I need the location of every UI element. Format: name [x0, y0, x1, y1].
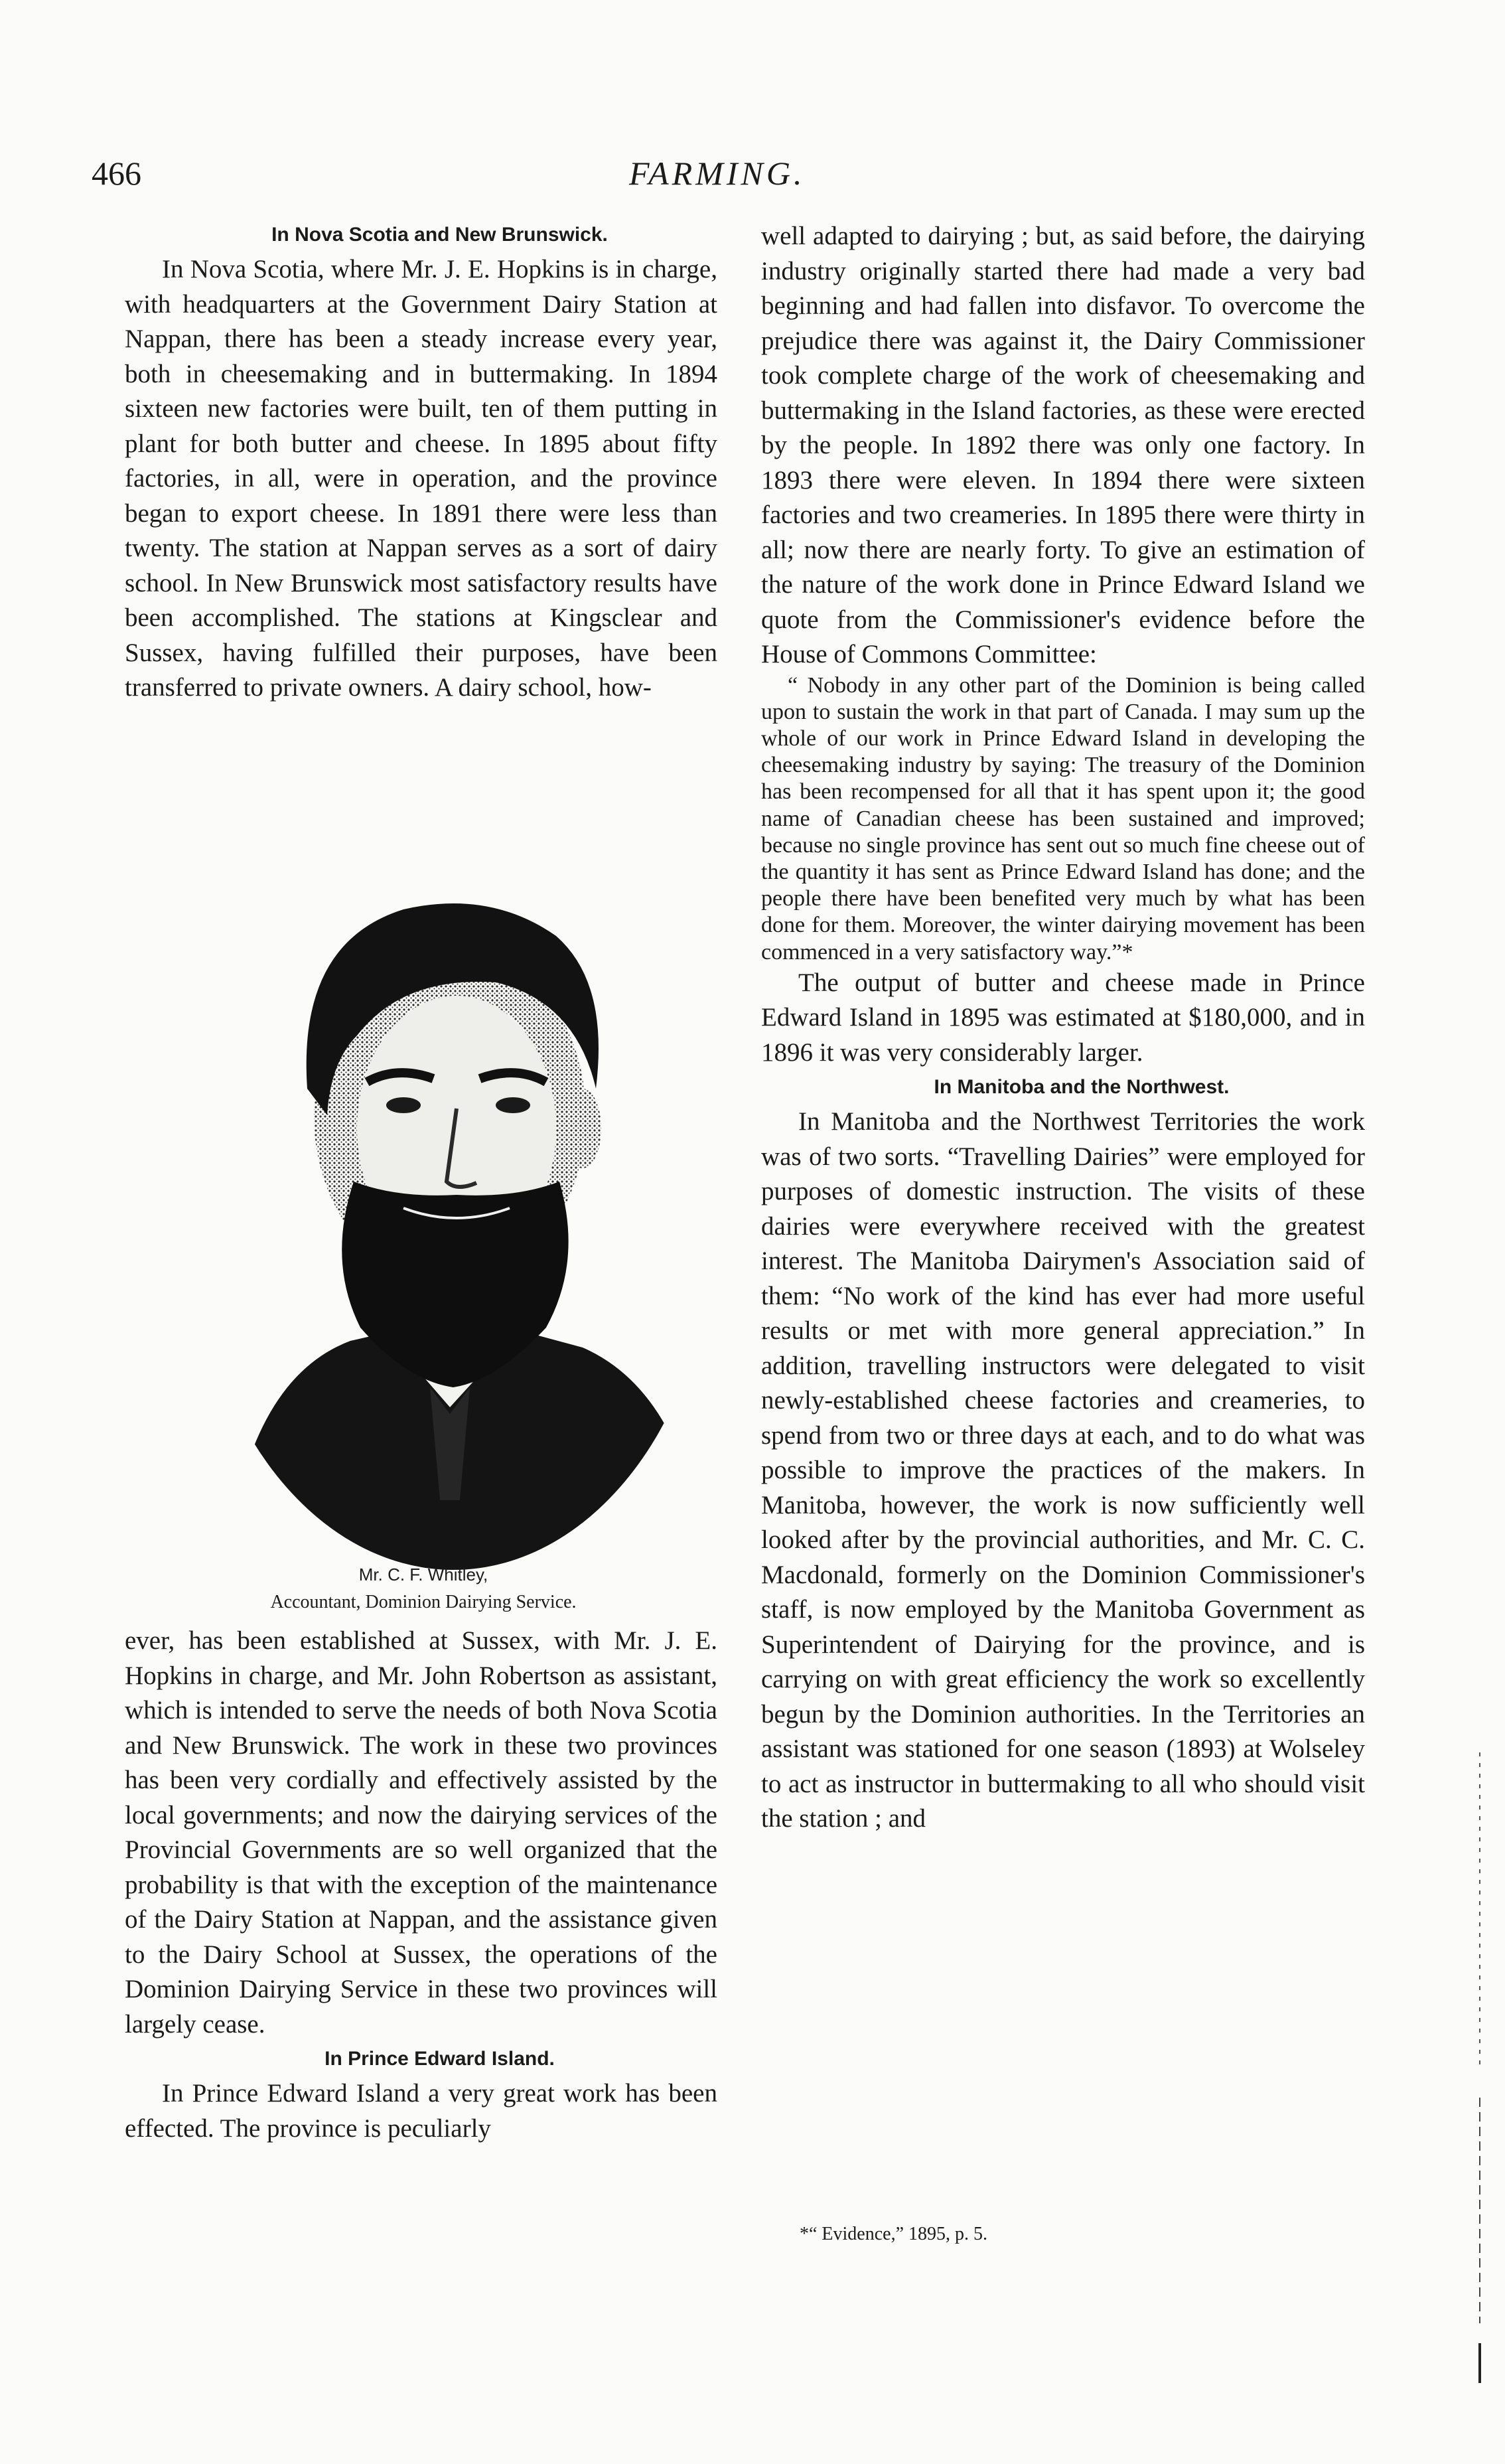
portrait-caption-role: Accountant, Dominion Dairying Service.: [270, 1592, 577, 1612]
commissioner-quote: “ Nobody in any other part of the Dominion is being called upon to sustain the work in that part of Canada. I may sum up the whole of our work in Prince Edward Island in developing the cheesemaking industry by saying: The treasury of the Dominion has been recompensed for all that it has spent upon it; the good name of Canadian cheese has been sustained and improved; because no single province has sent out so much fine cheese out of the quantity it has sent as Prince Edward Island has done; and the people there have been benefited very much by what has been done for them. Moreover, the winter dairying movement has been commenced in a very satisfactory way.”*: [761, 672, 1365, 964]
footnote: *“ Evidence,” 1895, p. 5.: [800, 2224, 988, 2244]
paragraph-sussex-school: ever, has been established at Sussex, with Mr. J. E. Hopkins in charge, and Mr. John Robertson as assistant, which is intended to serve the needs of both Nova Scotia and New Brunswick. The work in these two provinces has been very cordially and effectively assisted by the local governments; and now the dairying services of the Provincial Governments are so well organized that the probability is that with the exception of the maintenance of the Dairy Station at Nappan, and the assistance given to the Dairy School at Sussex, the operations of the Dominion Dairying Service in these two provinces will largely cease.: [125, 1626, 717, 2039]
left-column-top: [125, 218, 717, 706]
paragraph-pei-dairying: well adapted to dairying ; but, as said before, the dairying industry originally started there had made a very bad beginning and had fallen into disfavor. To overcome the prejudice there was against it, the Dairy Commissioner took complete charge of the work of cheesemaking and buttermaking in the Island factories, as these were erected by the people. In 1892 there was only one factory. In 1893 there were eleven. In 1894 there were sixteen factories and two creameries. In 1895 there were thirty in all; now there are nearly forty. To give an estimation of the nature of the work done in Prince Edward Island we quote from the Commissioner's evidence before the House of Commons Committee:: [761, 222, 1365, 668]
section-heading-nova-scotia: In Nova Scotia and New Brunswick.: [271, 224, 608, 246]
left-column-bottom: [125, 1624, 717, 2146]
paragraph-manitoba: In Manitoba and the Northwest Territories the work was of two sorts. “Travelling Dairies” were employed for purposes of domestic instruction. The visits of these dairies were everywhere received with the greatest interest. The Manitoba Dairymen's Association said of them: “No work of the kind has ever had more useful results or met with more general appreciation.” In addition, travelling instructors were delegated to visit newly-established cheese factories and creameries, to spend from two or three days at each, and to do what was possible to improve the practices of the makers. In Manitoba, however, the work is now sufficiently well looked after by the provincial authorities, and Mr. C. C. Macdonald, formerly on the Dominion Commissioner's staff, is now employed by the Manitoba Government as Superintendent of Dairying for the province, and is carrying on with great efficiency the work so excellently begun by the Dominion authorities. In the Territories an assistant was stationed for one season (1893) at Wolseley to act as instructor in buttermaking to all who should visit the station ; and: [761, 1107, 1365, 1833]
right-column: [761, 219, 1365, 1837]
section-heading-prince-edward-island: In Prince Edward Island.: [324, 2048, 555, 2070]
paragraph-pei-intro: In Prince Edward Island a very great work has been effected. The province is peculiarly: [125, 2079, 717, 2143]
paragraph-nova-scotia: In Nova Scotia, where Mr. J. E. Hopkins is in charge, with headquarters at the Government Dairy Station at Nappan, there has been a steady increase every year, both in cheesemaking and in buttermaking. In 1894 sixteen new factories were built, ten of them putting in plant for both butter and cheese. In 1895 about fifty factories, in all, were in operation, and the province began to export cheese. In 1891 there were less than twenty. The station at Nappan serves as a sort of dairy school. In New Brunswick most satisfactory results have been accomplished. The stations at Kingsclear and Sussex, having fulfilled their purposes, have been transferred to private owners. A dairy school, how-: [125, 255, 717, 702]
margin-marks: [1460, 1726, 1500, 2390]
page-number: 466: [92, 155, 141, 192]
running-title: FARMING.: [629, 155, 806, 192]
portrait-caption-name: Mr. C. F. Whitley,: [358, 1565, 488, 1584]
paragraph-pei-output: The output of butter and cheese made in Prince Edward Island in 1895 was estimated at $180,000, and in 1896 it was very considerably larger.: [761, 968, 1365, 1067]
portrait-illustration: [184, 836, 725, 1580]
section-heading-manitoba: In Manitoba and the Northwest.: [934, 1076, 1230, 1099]
